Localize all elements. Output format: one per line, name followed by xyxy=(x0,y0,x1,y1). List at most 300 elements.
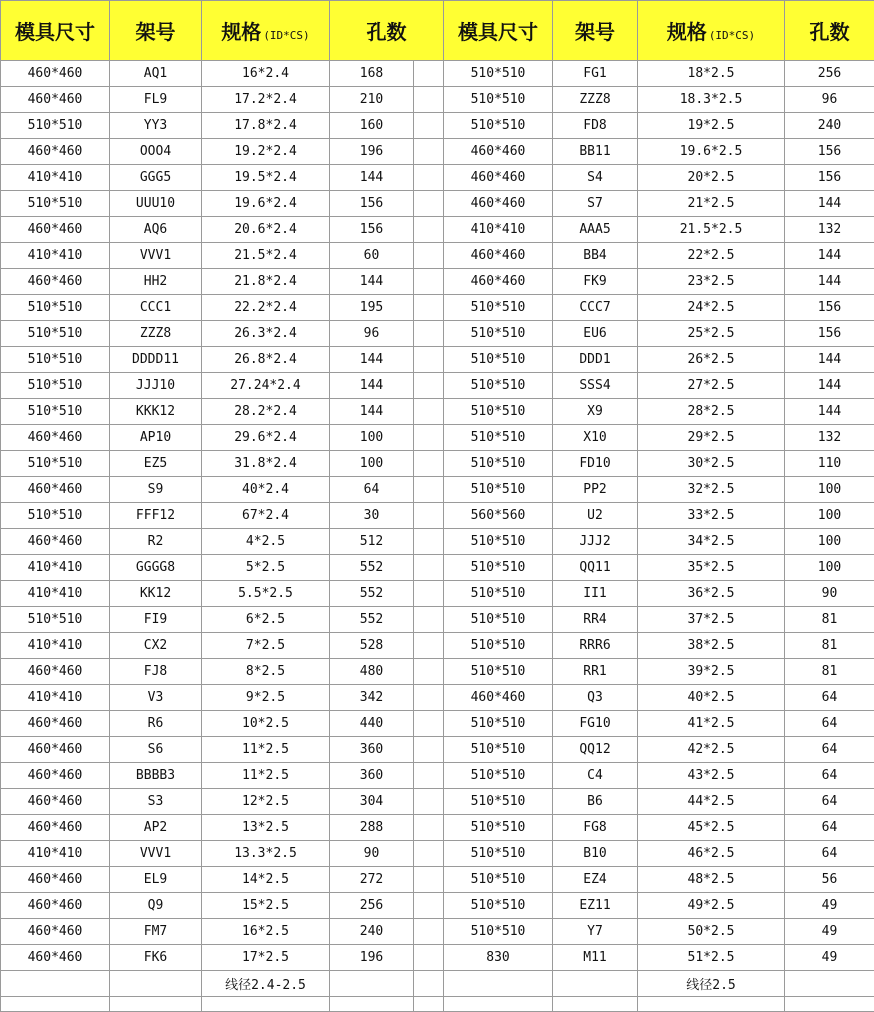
header-rack-right[interactable] xyxy=(553,1,638,61)
cell-spec-left[interactable]: 13.3*2.5 xyxy=(202,841,330,867)
cell-spec-left[interactable]: 19.6*2.4 xyxy=(202,191,330,217)
cell-size-left[interactable]: 460*460 xyxy=(1,711,110,737)
cell-size-right[interactable]: 510*510 xyxy=(444,399,553,425)
gap-cell[interactable] xyxy=(414,373,444,399)
cell-rack-left[interactable]: AQ1 xyxy=(110,61,202,87)
gap-cell[interactable] xyxy=(414,971,444,997)
cell-rack-left[interactable]: V3 xyxy=(110,685,202,711)
cell-size-right[interactable]: 460*460 xyxy=(444,685,553,711)
note-empty[interactable] xyxy=(110,971,202,997)
cell-size-right[interactable]: 510*510 xyxy=(444,763,553,789)
empty-cell[interactable] xyxy=(414,997,444,1012)
cell-holes-left[interactable]: 342 xyxy=(330,685,414,711)
cell-size-right[interactable]: 510*510 xyxy=(444,113,553,139)
cell-size-right[interactable]: 510*510 xyxy=(444,581,553,607)
cell-spec-right[interactable]: 50*2.5 xyxy=(638,919,785,945)
cell-rack-left[interactable]: JJJ10 xyxy=(110,373,202,399)
cell-spec-right[interactable]: 46*2.5 xyxy=(638,841,785,867)
empty-cell[interactable] xyxy=(1,997,110,1012)
cell-rack-right[interactable]: FK9 xyxy=(553,269,638,295)
cell-spec-right[interactable]: 20*2.5 xyxy=(638,165,785,191)
cell-size-left[interactable]: 460*460 xyxy=(1,269,110,295)
cell-rack-right[interactable]: RRR6 xyxy=(553,633,638,659)
cell-size-right[interactable]: 510*510 xyxy=(444,919,553,945)
gap-cell[interactable] xyxy=(414,295,444,321)
gap-cell[interactable] xyxy=(414,217,444,243)
note-empty[interactable] xyxy=(785,971,874,997)
cell-rack-left[interactable]: EZ5 xyxy=(110,451,202,477)
cell-spec-right[interactable]: 25*2.5 xyxy=(638,321,785,347)
cell-rack-right[interactable]: RR1 xyxy=(553,659,638,685)
cell-spec-right[interactable]: 39*2.5 xyxy=(638,659,785,685)
cell-size-left[interactable]: 410*410 xyxy=(1,165,110,191)
cell-size-left[interactable]: 460*460 xyxy=(1,61,110,87)
cell-spec-left[interactable]: 4*2.5 xyxy=(202,529,330,555)
cell-size-right[interactable]: 510*510 xyxy=(444,451,553,477)
cell-holes-left[interactable]: 440 xyxy=(330,711,414,737)
cell-holes-left[interactable]: 196 xyxy=(330,139,414,165)
cell-holes-left[interactable]: 528 xyxy=(330,633,414,659)
cell-spec-left[interactable]: 19.2*2.4 xyxy=(202,139,330,165)
note-empty[interactable] xyxy=(444,971,553,997)
cell-holes-left[interactable]: 144 xyxy=(330,399,414,425)
cell-holes-right[interactable]: 156 xyxy=(785,165,874,191)
cell-spec-right[interactable]: 43*2.5 xyxy=(638,763,785,789)
cell-size-right[interactable]: 510*510 xyxy=(444,61,553,87)
cell-rack-left[interactable]: HH2 xyxy=(110,269,202,295)
cell-size-left[interactable]: 510*510 xyxy=(1,607,110,633)
cell-holes-right[interactable]: 81 xyxy=(785,607,874,633)
cell-spec-left[interactable]: 19.5*2.4 xyxy=(202,165,330,191)
cell-rack-right[interactable]: FG10 xyxy=(553,711,638,737)
cell-spec-right[interactable]: 19.6*2.5 xyxy=(638,139,785,165)
cell-size-right[interactable]: 510*510 xyxy=(444,347,553,373)
cell-spec-left[interactable]: 16*2.5 xyxy=(202,919,330,945)
cell-spec-right[interactable]: 30*2.5 xyxy=(638,451,785,477)
cell-holes-right[interactable]: 110 xyxy=(785,451,874,477)
gap-cell[interactable] xyxy=(414,399,444,425)
cell-rack-right[interactable]: S4 xyxy=(553,165,638,191)
cell-holes-right[interactable]: 64 xyxy=(785,841,874,867)
gap-cell[interactable] xyxy=(414,945,444,971)
cell-size-right[interactable]: 510*510 xyxy=(444,789,553,815)
cell-rack-right[interactable]: FD10 xyxy=(553,451,638,477)
cell-holes-left[interactable]: 240 xyxy=(330,919,414,945)
cell-size-right[interactable]: 510*510 xyxy=(444,711,553,737)
cell-rack-right[interactable]: II1 xyxy=(553,581,638,607)
cell-rack-left[interactable]: R2 xyxy=(110,529,202,555)
gap-cell[interactable] xyxy=(414,815,444,841)
cell-rack-left[interactable]: FM7 xyxy=(110,919,202,945)
empty-cell[interactable] xyxy=(202,997,330,1012)
cell-holes-left[interactable]: 360 xyxy=(330,763,414,789)
note-right[interactable]: 线径2.5 xyxy=(638,971,785,997)
cell-holes-right[interactable]: 49 xyxy=(785,919,874,945)
cell-rack-left[interactable]: AQ6 xyxy=(110,217,202,243)
cell-rack-right[interactable]: DDD1 xyxy=(553,347,638,373)
cell-rack-right[interactable]: ZZZ8 xyxy=(553,87,638,113)
gap-cell[interactable] xyxy=(414,347,444,373)
cell-holes-left[interactable]: 552 xyxy=(330,607,414,633)
empty-cell[interactable] xyxy=(638,997,785,1012)
cell-rack-left[interactable]: YY3 xyxy=(110,113,202,139)
empty-cell[interactable] xyxy=(553,997,638,1012)
cell-spec-left[interactable]: 28.2*2.4 xyxy=(202,399,330,425)
cell-rack-left[interactable]: EL9 xyxy=(110,867,202,893)
cell-size-left[interactable]: 510*510 xyxy=(1,191,110,217)
cell-spec-left[interactable]: 5.5*2.5 xyxy=(202,581,330,607)
cell-size-left[interactable]: 460*460 xyxy=(1,529,110,555)
cell-holes-left[interactable]: 100 xyxy=(330,451,414,477)
cell-holes-right[interactable]: 64 xyxy=(785,763,874,789)
cell-size-left[interactable]: 510*510 xyxy=(1,295,110,321)
cell-rack-left[interactable]: KKK12 xyxy=(110,399,202,425)
cell-size-right[interactable]: 510*510 xyxy=(444,867,553,893)
cell-holes-left[interactable]: 156 xyxy=(330,191,414,217)
cell-spec-left[interactable]: 20.6*2.4 xyxy=(202,217,330,243)
cell-rack-right[interactable]: SSS4 xyxy=(553,373,638,399)
cell-holes-right[interactable]: 240 xyxy=(785,113,874,139)
cell-holes-right[interactable]: 144 xyxy=(785,191,874,217)
cell-rack-right[interactable]: JJJ2 xyxy=(553,529,638,555)
cell-rack-left[interactable]: KK12 xyxy=(110,581,202,607)
gap-cell[interactable] xyxy=(414,503,444,529)
header-spec-right[interactable] xyxy=(638,1,785,61)
cell-size-left[interactable]: 460*460 xyxy=(1,919,110,945)
cell-holes-right[interactable]: 49 xyxy=(785,893,874,919)
cell-size-right[interactable]: 510*510 xyxy=(444,477,553,503)
cell-holes-right[interactable]: 144 xyxy=(785,373,874,399)
gap-cell[interactable] xyxy=(414,165,444,191)
cell-size-left[interactable]: 460*460 xyxy=(1,737,110,763)
gap-cell[interactable] xyxy=(414,737,444,763)
cell-holes-right[interactable]: 64 xyxy=(785,685,874,711)
gap-cell[interactable] xyxy=(414,477,444,503)
cell-size-left[interactable]: 410*410 xyxy=(1,841,110,867)
cell-spec-right[interactable]: 23*2.5 xyxy=(638,269,785,295)
cell-rack-right[interactable]: C4 xyxy=(553,763,638,789)
header-size-right[interactable] xyxy=(444,1,553,61)
cell-spec-right[interactable]: 28*2.5 xyxy=(638,399,785,425)
cell-rack-right[interactable]: CCC7 xyxy=(553,295,638,321)
cell-spec-left[interactable]: 26.3*2.4 xyxy=(202,321,330,347)
cell-spec-right[interactable]: 45*2.5 xyxy=(638,815,785,841)
cell-holes-right[interactable]: 132 xyxy=(785,425,874,451)
cell-size-left[interactable]: 510*510 xyxy=(1,503,110,529)
cell-size-left[interactable]: 510*510 xyxy=(1,399,110,425)
gap-cell[interactable] xyxy=(414,139,444,165)
cell-holes-left[interactable]: 144 xyxy=(330,373,414,399)
cell-spec-left[interactable]: 9*2.5 xyxy=(202,685,330,711)
cell-holes-right[interactable]: 64 xyxy=(785,815,874,841)
cell-spec-right[interactable]: 34*2.5 xyxy=(638,529,785,555)
cell-size-right[interactable]: 460*460 xyxy=(444,139,553,165)
cell-size-right[interactable]: 510*510 xyxy=(444,607,553,633)
cell-rack-right[interactable]: QQ11 xyxy=(553,555,638,581)
cell-spec-left[interactable]: 31.8*2.4 xyxy=(202,451,330,477)
empty-cell[interactable] xyxy=(330,997,414,1012)
cell-holes-right[interactable]: 132 xyxy=(785,217,874,243)
header-holes-left[interactable] xyxy=(330,1,444,61)
cell-rack-right[interactable]: EU6 xyxy=(553,321,638,347)
cell-size-left[interactable]: 510*510 xyxy=(1,113,110,139)
cell-size-left[interactable]: 460*460 xyxy=(1,139,110,165)
gap-cell[interactable] xyxy=(414,607,444,633)
cell-spec-left[interactable]: 13*2.5 xyxy=(202,815,330,841)
cell-rack-left[interactable]: ZZZ8 xyxy=(110,321,202,347)
cell-holes-right[interactable]: 100 xyxy=(785,477,874,503)
cell-rack-right[interactable]: BB11 xyxy=(553,139,638,165)
note-empty[interactable] xyxy=(553,971,638,997)
cell-size-right[interactable]: 510*510 xyxy=(444,633,553,659)
cell-size-left[interactable]: 460*460 xyxy=(1,867,110,893)
cell-spec-left[interactable]: 27.24*2.4 xyxy=(202,373,330,399)
cell-size-left[interactable]: 510*510 xyxy=(1,321,110,347)
cell-size-left[interactable]: 510*510 xyxy=(1,373,110,399)
cell-holes-left[interactable]: 552 xyxy=(330,581,414,607)
cell-spec-right[interactable]: 21.5*2.5 xyxy=(638,217,785,243)
cell-rack-right[interactable]: B10 xyxy=(553,841,638,867)
cell-size-right[interactable]: 510*510 xyxy=(444,87,553,113)
cell-rack-left[interactable]: S3 xyxy=(110,789,202,815)
cell-spec-right[interactable]: 40*2.5 xyxy=(638,685,785,711)
cell-holes-left[interactable]: 64 xyxy=(330,477,414,503)
cell-rack-left[interactable]: GGG5 xyxy=(110,165,202,191)
cell-spec-left[interactable]: 67*2.4 xyxy=(202,503,330,529)
cell-spec-left[interactable]: 17.8*2.4 xyxy=(202,113,330,139)
cell-holes-left[interactable]: 60 xyxy=(330,243,414,269)
cell-size-left[interactable]: 410*410 xyxy=(1,581,110,607)
cell-spec-right[interactable]: 49*2.5 xyxy=(638,893,785,919)
gap-cell[interactable] xyxy=(414,269,444,295)
cell-holes-right[interactable]: 49 xyxy=(785,945,874,971)
cell-spec-left[interactable]: 17.2*2.4 xyxy=(202,87,330,113)
cell-spec-left[interactable]: 11*2.5 xyxy=(202,737,330,763)
cell-spec-right[interactable]: 44*2.5 xyxy=(638,789,785,815)
note-empty[interactable] xyxy=(1,971,110,997)
cell-spec-right[interactable]: 21*2.5 xyxy=(638,191,785,217)
cell-spec-left[interactable]: 26.8*2.4 xyxy=(202,347,330,373)
cell-size-left[interactable]: 410*410 xyxy=(1,633,110,659)
cell-holes-left[interactable]: 144 xyxy=(330,269,414,295)
cell-size-right[interactable]: 510*510 xyxy=(444,659,553,685)
cell-holes-right[interactable]: 144 xyxy=(785,399,874,425)
cell-rack-right[interactable]: PP2 xyxy=(553,477,638,503)
cell-rack-left[interactable]: FJ8 xyxy=(110,659,202,685)
gap-cell[interactable] xyxy=(414,451,444,477)
cell-size-right[interactable]: 510*510 xyxy=(444,295,553,321)
cell-spec-right[interactable]: 41*2.5 xyxy=(638,711,785,737)
cell-holes-left[interactable]: 160 xyxy=(330,113,414,139)
cell-holes-left[interactable]: 30 xyxy=(330,503,414,529)
cell-rack-right[interactable]: Y7 xyxy=(553,919,638,945)
cell-size-right[interactable]: 510*510 xyxy=(444,737,553,763)
cell-holes-right[interactable]: 64 xyxy=(785,789,874,815)
cell-spec-right[interactable]: 18*2.5 xyxy=(638,61,785,87)
gap-cell[interactable] xyxy=(414,61,444,87)
cell-rack-right[interactable]: EZ11 xyxy=(553,893,638,919)
cell-holes-right[interactable]: 90 xyxy=(785,581,874,607)
cell-size-right[interactable]: 510*510 xyxy=(444,815,553,841)
cell-size-right[interactable]: 510*510 xyxy=(444,841,553,867)
cell-spec-left[interactable]: 22.2*2.4 xyxy=(202,295,330,321)
cell-size-right[interactable]: 830 xyxy=(444,945,553,971)
header-holes-right[interactable] xyxy=(785,1,874,61)
cell-spec-right[interactable]: 36*2.5 xyxy=(638,581,785,607)
cell-holes-right[interactable]: 144 xyxy=(785,243,874,269)
cell-holes-right[interactable]: 81 xyxy=(785,659,874,685)
cell-holes-left[interactable]: 156 xyxy=(330,217,414,243)
cell-size-left[interactable]: 460*460 xyxy=(1,87,110,113)
cell-rack-right[interactable]: FD8 xyxy=(553,113,638,139)
cell-spec-left[interactable]: 8*2.5 xyxy=(202,659,330,685)
cell-holes-right[interactable]: 156 xyxy=(785,321,874,347)
cell-rack-right[interactable]: U2 xyxy=(553,503,638,529)
cell-holes-right[interactable]: 144 xyxy=(785,269,874,295)
gap-cell[interactable] xyxy=(414,789,444,815)
cell-size-left[interactable]: 460*460 xyxy=(1,763,110,789)
cell-holes-right[interactable]: 100 xyxy=(785,503,874,529)
cell-size-left[interactable]: 410*410 xyxy=(1,555,110,581)
cell-rack-right[interactable]: M11 xyxy=(553,945,638,971)
cell-holes-right[interactable]: 64 xyxy=(785,711,874,737)
cell-rack-left[interactable]: CX2 xyxy=(110,633,202,659)
cell-holes-right[interactable]: 64 xyxy=(785,737,874,763)
cell-rack-left[interactable]: FL9 xyxy=(110,87,202,113)
cell-holes-right[interactable]: 156 xyxy=(785,139,874,165)
cell-holes-left[interactable]: 288 xyxy=(330,815,414,841)
cell-rack-right[interactable]: S7 xyxy=(553,191,638,217)
cell-holes-right[interactable]: 156 xyxy=(785,295,874,321)
cell-size-right[interactable]: 510*510 xyxy=(444,373,553,399)
header-rack-left[interactable] xyxy=(110,1,202,61)
cell-spec-left[interactable]: 11*2.5 xyxy=(202,763,330,789)
cell-rack-left[interactable]: VVV1 xyxy=(110,841,202,867)
cell-rack-right[interactable]: FG1 xyxy=(553,61,638,87)
cell-spec-left[interactable]: 12*2.5 xyxy=(202,789,330,815)
cell-rack-left[interactable]: VVV1 xyxy=(110,243,202,269)
header-size-left[interactable] xyxy=(1,1,110,61)
cell-size-left[interactable]: 410*410 xyxy=(1,685,110,711)
cell-rack-right[interactable]: AAA5 xyxy=(553,217,638,243)
cell-rack-left[interactable]: S6 xyxy=(110,737,202,763)
cell-size-left[interactable]: 460*460 xyxy=(1,945,110,971)
empty-cell[interactable] xyxy=(785,997,874,1012)
cell-holes-right[interactable]: 100 xyxy=(785,529,874,555)
cell-rack-left[interactable]: BBBB3 xyxy=(110,763,202,789)
cell-size-right[interactable]: 460*460 xyxy=(444,243,553,269)
cell-rack-right[interactable]: X10 xyxy=(553,425,638,451)
cell-spec-left[interactable]: 21.5*2.4 xyxy=(202,243,330,269)
cell-spec-right[interactable]: 35*2.5 xyxy=(638,555,785,581)
empty-cell[interactable] xyxy=(444,997,553,1012)
cell-spec-left[interactable]: 29.6*2.4 xyxy=(202,425,330,451)
cell-size-right[interactable]: 510*510 xyxy=(444,555,553,581)
cell-rack-left[interactable]: R6 xyxy=(110,711,202,737)
cell-spec-right[interactable]: 26*2.5 xyxy=(638,347,785,373)
cell-holes-right[interactable]: 81 xyxy=(785,633,874,659)
cell-size-right[interactable]: 510*510 xyxy=(444,529,553,555)
cell-rack-left[interactable]: DDDD11 xyxy=(110,347,202,373)
cell-rack-left[interactable]: GGGG8 xyxy=(110,555,202,581)
cell-spec-right[interactable]: 48*2.5 xyxy=(638,867,785,893)
cell-spec-right[interactable]: 42*2.5 xyxy=(638,737,785,763)
cell-spec-left[interactable]: 14*2.5 xyxy=(202,867,330,893)
cell-spec-left[interactable]: 7*2.5 xyxy=(202,633,330,659)
cell-spec-right[interactable]: 24*2.5 xyxy=(638,295,785,321)
cell-spec-left[interactable]: 15*2.5 xyxy=(202,893,330,919)
cell-holes-left[interactable]: 512 xyxy=(330,529,414,555)
cell-rack-right[interactable]: B6 xyxy=(553,789,638,815)
cell-rack-left[interactable]: FI9 xyxy=(110,607,202,633)
cell-size-right[interactable]: 460*460 xyxy=(444,165,553,191)
cell-holes-left[interactable]: 256 xyxy=(330,893,414,919)
cell-holes-right[interactable]: 96 xyxy=(785,87,874,113)
cell-holes-left[interactable]: 195 xyxy=(330,295,414,321)
gap-cell[interactable] xyxy=(414,243,444,269)
gap-cell[interactable] xyxy=(414,633,444,659)
cell-holes-left[interactable]: 96 xyxy=(330,321,414,347)
cell-size-right[interactable]: 460*460 xyxy=(444,269,553,295)
cell-rack-left[interactable]: Q9 xyxy=(110,893,202,919)
cell-rack-right[interactable]: X9 xyxy=(553,399,638,425)
cell-size-left[interactable]: 510*510 xyxy=(1,451,110,477)
gap-cell[interactable] xyxy=(414,841,444,867)
cell-size-left[interactable]: 460*460 xyxy=(1,477,110,503)
cell-spec-left[interactable]: 6*2.5 xyxy=(202,607,330,633)
cell-holes-left[interactable]: 304 xyxy=(330,789,414,815)
cell-size-right[interactable]: 510*510 xyxy=(444,893,553,919)
cell-holes-left[interactable]: 100 xyxy=(330,425,414,451)
cell-holes-left[interactable]: 360 xyxy=(330,737,414,763)
gap-cell[interactable] xyxy=(414,685,444,711)
cell-holes-left[interactable]: 552 xyxy=(330,555,414,581)
cell-spec-right[interactable]: 18.3*2.5 xyxy=(638,87,785,113)
cell-holes-left[interactable]: 144 xyxy=(330,165,414,191)
cell-spec-right[interactable]: 33*2.5 xyxy=(638,503,785,529)
note-empty[interactable] xyxy=(330,971,414,997)
cell-holes-right[interactable]: 144 xyxy=(785,347,874,373)
cell-spec-left[interactable]: 21.8*2.4 xyxy=(202,269,330,295)
cell-size-left[interactable]: 460*460 xyxy=(1,789,110,815)
gap-cell[interactable] xyxy=(414,867,444,893)
header-spec-left[interactable] xyxy=(202,1,330,61)
gap-cell[interactable] xyxy=(414,919,444,945)
cell-spec-left[interactable]: 10*2.5 xyxy=(202,711,330,737)
cell-spec-right[interactable]: 37*2.5 xyxy=(638,607,785,633)
cell-size-right[interactable]: 560*560 xyxy=(444,503,553,529)
gap-cell[interactable] xyxy=(414,763,444,789)
cell-spec-right[interactable]: 19*2.5 xyxy=(638,113,785,139)
cell-spec-left[interactable]: 17*2.5 xyxy=(202,945,330,971)
cell-size-left[interactable]: 410*410 xyxy=(1,243,110,269)
cell-holes-left[interactable]: 168 xyxy=(330,61,414,87)
cell-spec-right[interactable]: 22*2.5 xyxy=(638,243,785,269)
cell-holes-left[interactable]: 210 xyxy=(330,87,414,113)
cell-holes-left[interactable]: 272 xyxy=(330,867,414,893)
gap-cell[interactable] xyxy=(414,321,444,347)
gap-cell[interactable] xyxy=(414,555,444,581)
cell-spec-right[interactable]: 27*2.5 xyxy=(638,373,785,399)
cell-rack-left[interactable]: FFF12 xyxy=(110,503,202,529)
cell-rack-left[interactable]: S9 xyxy=(110,477,202,503)
cell-spec-left[interactable]: 16*2.4 xyxy=(202,61,330,87)
cell-rack-left[interactable]: AP10 xyxy=(110,425,202,451)
empty-cell[interactable] xyxy=(110,997,202,1012)
gap-cell[interactable] xyxy=(414,529,444,555)
cell-rack-left[interactable]: CCC1 xyxy=(110,295,202,321)
cell-holes-left[interactable]: 196 xyxy=(330,945,414,971)
